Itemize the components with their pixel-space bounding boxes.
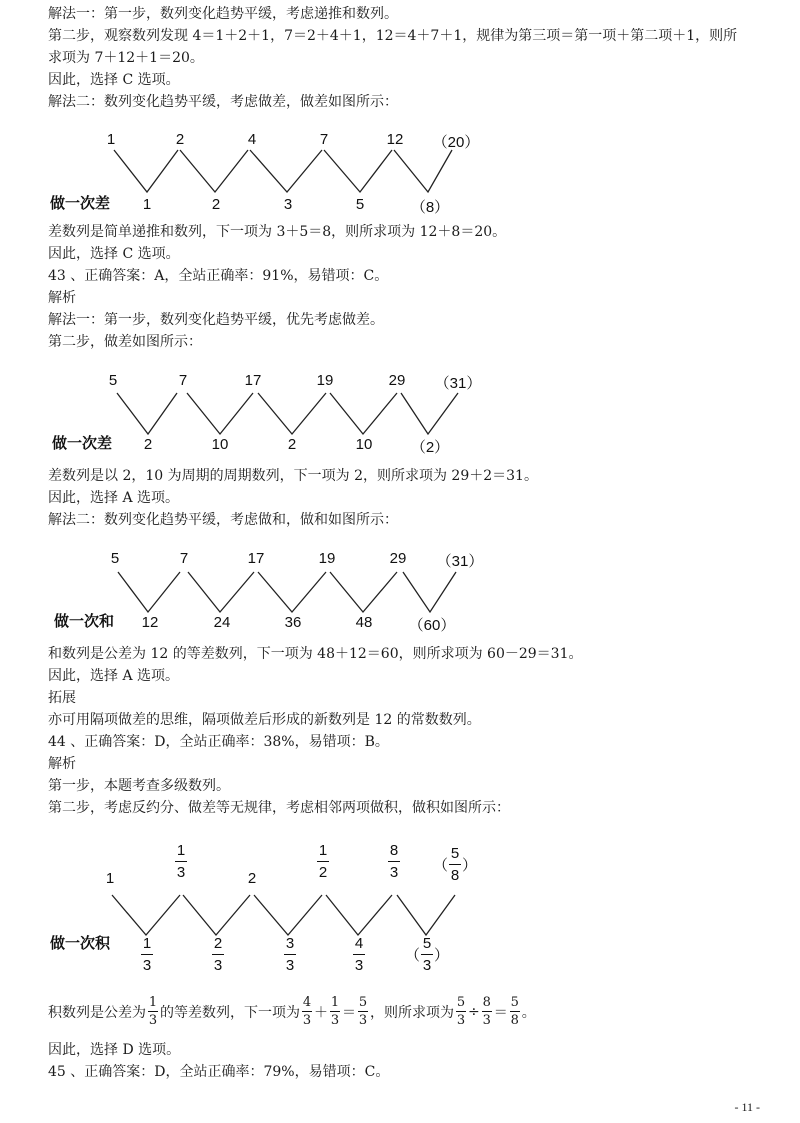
equals-sign: ＝ <box>342 1004 356 1021</box>
product-term-fraction <box>212 935 224 974</box>
text-line: 解法二：数列变化趋势平缓，考虑做和，做和如图所示： <box>48 512 398 528</box>
fraction <box>510 995 520 1028</box>
numerator: 8 <box>482 995 491 1010</box>
numerator: 1 <box>148 995 158 1010</box>
text-line: 拓展 <box>48 690 76 706</box>
denominator: 3 <box>148 1013 158 1028</box>
divide-sign: ÷ <box>468 1003 480 1020</box>
eq-text: 的等差数列，下一项为 <box>160 1004 300 1021</box>
product-term-fraction <box>141 935 153 974</box>
text-line: 43 、正确答案：A，全站正确率：91%，易错项：C。 <box>48 268 389 284</box>
denominator: 3 <box>302 1013 312 1028</box>
sequence-term-answer: （20） <box>432 134 480 151</box>
text-line: 解析 <box>48 290 76 306</box>
sequence-term-answer <box>433 845 477 884</box>
fraction <box>330 995 340 1028</box>
denominator: 3 <box>456 1013 466 1028</box>
sequence-term: 29 <box>389 550 407 567</box>
text-line: 第二步，考虑反约分、做差等无规律，考虑相邻两项做积，做积如图所示： <box>48 800 510 816</box>
numerator: 1 <box>330 995 340 1010</box>
text-line: 44 、正确答案：D，全站正确率：38%，易错项：B。 <box>48 734 389 750</box>
sequence-term: 1 <box>105 870 115 887</box>
sequence-term: 29 <box>388 372 406 389</box>
row-label: 做一次差 <box>50 194 111 212</box>
sequence-term: 5 <box>110 550 120 567</box>
sequence-term: 1 <box>106 131 116 148</box>
sequence-term-answer: （31） <box>436 553 484 570</box>
right-paren: ） <box>462 857 478 874</box>
sequence-term: 2 <box>175 131 185 148</box>
numerator: 3 <box>285 935 295 952</box>
sequence-term: 2 <box>247 870 257 887</box>
denominator: 8 <box>510 1013 519 1028</box>
text-line: 因此，选择 C 选项。 <box>48 246 180 262</box>
text-line: 因此，选择 A 选项。 <box>48 668 180 684</box>
denominator: 3 <box>482 1013 491 1028</box>
sequence-term: 19 <box>318 550 336 567</box>
sum-term-answer: （60） <box>408 617 456 634</box>
text-line: 差数列是以 2，10 为周期的周期数列，下一项为 2，则所求项为 29＋2＝31。 <box>48 468 538 484</box>
sequence-term: 7 <box>178 372 188 389</box>
numerator: 5 <box>358 995 368 1010</box>
difference-term: 1 <box>142 196 152 213</box>
numerator: 5 <box>510 995 519 1010</box>
difference-term-answer: （2） <box>410 439 450 456</box>
sequence-term-fraction <box>317 842 329 881</box>
fraction <box>482 995 492 1028</box>
sequence-term-fraction <box>175 842 187 881</box>
text-line: 第一步，本题考查多级数列。 <box>48 778 230 794</box>
fraction <box>148 995 158 1028</box>
sum-term: 48 <box>355 614 373 631</box>
sequence-term: 7 <box>319 131 329 148</box>
numerator: 2 <box>213 935 223 952</box>
right-paren: ） <box>434 947 450 964</box>
answer-fraction <box>421 935 433 974</box>
sum-term: 24 <box>213 614 231 631</box>
denominator: 3 <box>285 957 295 974</box>
text-line: 解法一：第一步，数列变化趋势平缓，优先考虑做差。 <box>48 312 384 328</box>
denominator: 3 <box>142 957 152 974</box>
text-line: 和数列是公差为 12 的等差数列，下一项为 48＋12＝60，则所求项为 60－29＝31。 <box>48 646 583 662</box>
equals-sign: ＝ <box>493 1004 508 1021</box>
numerator: 4 <box>354 935 364 952</box>
text-line: 解析 <box>48 756 76 772</box>
eq-text: 。 <box>521 1004 536 1021</box>
text-line: 第二步，做差如图所示： <box>48 334 202 350</box>
text-line: 因此，选择 D 选项。 <box>48 1042 181 1058</box>
left-paren: （ <box>432 857 448 874</box>
row-label: 做一次差 <box>52 434 113 452</box>
sequence-term: 17 <box>247 550 265 567</box>
difference-term: 2 <box>287 436 297 453</box>
difference-term: 5 <box>355 196 365 213</box>
sequence-term-answer: （31） <box>434 375 482 392</box>
denominator: 3 <box>176 864 186 881</box>
denominator: 3 <box>354 957 364 974</box>
sequence-term: 12 <box>386 131 404 148</box>
numerator: 1 <box>176 842 186 859</box>
plus-sign: ＋ <box>314 1004 328 1021</box>
sum-term: 12 <box>141 614 159 631</box>
numerator: 8 <box>389 842 399 859</box>
row-label: 做一次积 <box>50 934 111 952</box>
numerator: 4 <box>302 995 312 1010</box>
text-line: 求项为 7＋12＋1＝20。 <box>48 50 204 66</box>
numerator: 1 <box>318 842 328 859</box>
denominator: 3 <box>422 957 432 974</box>
fraction <box>456 995 466 1028</box>
denominator: 3 <box>389 864 399 881</box>
product-term-answer <box>405 935 449 974</box>
difference-term: 10 <box>211 436 229 453</box>
equation-line <box>48 995 536 1028</box>
difference-term: 2 <box>143 436 153 453</box>
page-number: - 11 - <box>734 1100 760 1114</box>
numerator: 5 <box>456 995 466 1010</box>
answer-fraction <box>449 845 461 884</box>
denominator: 8 <box>450 867 460 884</box>
numerator: 5 <box>450 845 460 862</box>
text-line: 解法二：数列变化趋势平缓，考虑做差，做差如图所示： <box>48 94 398 110</box>
product-term-fraction <box>284 935 296 974</box>
sum-term: 36 <box>284 614 302 631</box>
fraction <box>302 995 312 1028</box>
numerator: 1 <box>142 935 152 952</box>
sequence-term-fraction <box>388 842 400 881</box>
difference-term: 2 <box>211 196 221 213</box>
text-line: 亦可用隔项做差的思维，隔项做差后形成的新数列是 12 的常数数列。 <box>48 712 481 728</box>
eq-text: ，则所求项为 <box>370 1004 454 1021</box>
denominator: 3 <box>213 957 223 974</box>
text-line: 45 、正确答案：D，全站正确率：79%，易错项：C。 <box>48 1064 390 1080</box>
difference-term: 3 <box>283 196 293 213</box>
row-label: 做一次和 <box>54 612 115 630</box>
denominator: 2 <box>318 864 328 881</box>
denominator: 3 <box>330 1013 340 1028</box>
eq-text: 积数列是公差为 <box>48 1004 146 1021</box>
text-line: 解法一：第一步，数列变化趋势平缓，考虑递推和数列。 <box>48 6 398 22</box>
sequence-term: 17 <box>244 372 262 389</box>
numerator: 5 <box>422 935 432 952</box>
text-line: 因此，选择 C 选项。 <box>48 72 180 88</box>
sequence-term: 4 <box>247 131 257 148</box>
sequence-term: 5 <box>108 372 118 389</box>
left-paren: （ <box>404 947 420 964</box>
difference-term: 10 <box>355 436 373 453</box>
difference-term-answer: （8） <box>410 199 450 216</box>
product-term-fraction <box>353 935 365 974</box>
sequence-term: 7 <box>179 550 189 567</box>
text-line: 因此，选择 A 选项。 <box>48 490 180 506</box>
text-line: 第二步，观察数列发现 4＝1＋2＋1，7＝2＋4＋1，12＝4＋7＋1，规律为第三项＝第一项＋第二项＋1，则所 <box>48 28 738 44</box>
text-line: 差数列是简单递推和数列，下一项为 3＋5＝8，则所求项为 12＋8＝20。 <box>48 224 507 240</box>
sequence-term: 19 <box>316 372 334 389</box>
fraction <box>358 995 368 1028</box>
denominator: 3 <box>358 1013 368 1028</box>
